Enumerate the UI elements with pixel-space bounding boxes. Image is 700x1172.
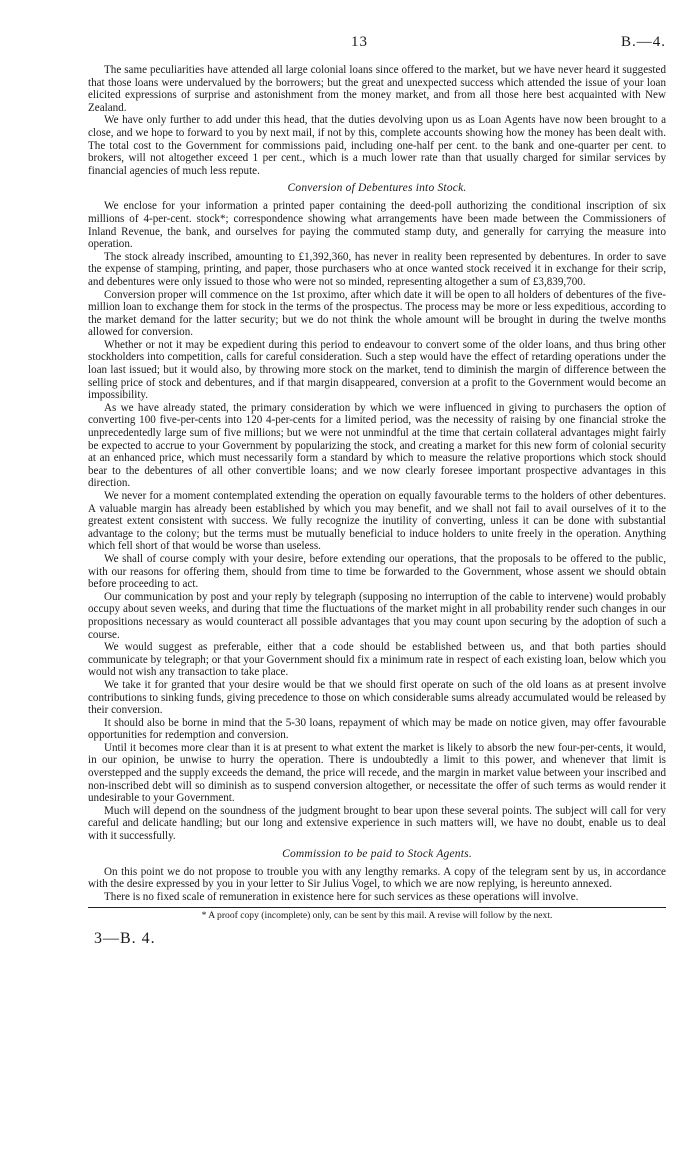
section-heading-commission: Commission to be paid to Stock Agents. xyxy=(282,847,472,860)
paragraph: The stock already inscribed, amounting to £1,392,360, has never in reality been represented by debentures. In order to save the expense of stamping, printing, and paper, those purchasers who at once wanted stock received it in exchange for their scrip, and debentures were only issued to those who were not so minded, representing altogether a sum of £3,839,700. xyxy=(88,250,666,288)
page-header xyxy=(88,34,666,64)
signature-mark: 3—B. 4. xyxy=(94,930,156,948)
page-number: 13 xyxy=(351,34,368,50)
paragraph: We never for a moment contemplated extending the operation on equally favourable terms to the holders of other debentures. A valuable margin has already been established by which you may benefit, and we shall not fail to avail ourselves of it to the greatest extent consistent with success. We fully recognize the inutility of converting, unless it can be done with substantial advantage to the colony; but the terms must be mutually beneficial to induce holders to unite freely in the operation. Anything which fell short of that would be worse than useless. xyxy=(88,490,666,553)
paragraph: We take it for granted that your desire would be that we should first operate on such of the old loans as at present involve contributions to sinking funds, giving precedence to those on which considerable sums already accumulated would be released by their conversion. xyxy=(88,678,666,717)
paragraph: On this point we do not propose to trouble you with any lengthy remarks. A copy of the telegram sent by us, in accordance with the desire expressed by you in your letter to Sir Julius Vogel, to which we are now replying, is hereunto annexed. xyxy=(88,865,666,891)
paragraph: The same peculiarities have attended all large colonial loans since offered to the market, but we have never heard it suggested that those loans were undervalued by the borrowers; but the great and unexpected success which attended the issue of your loan elicited expressions of surprise and astonishment from the money market, and from all those here best acquainted with New Zealand. xyxy=(88,64,666,114)
paragraph: We would suggest as preferable, either that a code should be established between us, and that both parties should communicate by telegraph; or that your Government should fix a minimum rate in respect of each existing loan, below which you would not wish any transaction to take place. xyxy=(88,641,666,679)
paragraph: There is no fixed scale of remuneration in existence here for such services as these operations will involve. xyxy=(104,890,579,903)
paragraph: We shall of course comply with your desire, before extending our operations, that the proposals to be offered to the public, with our reasons for offering them, should from time to time be forwarded to the Government, whose assent we should obtain before proceeding to act. xyxy=(88,552,666,591)
paragraph: Until it becomes more clear than it is at present to what extent the market is likely to absorb the new four-per-cents, it would, in our opinion, be unwise to hurry the operation. There is undoubtedly a limit to this power, and whenever that limit is overstepped and the supply exceeds the demand, the price will recede, and the margin in market value between your inscribed and non-inscribed debt will so diminish as to suspend conversion altogether, or necessitate the offer of such terms as would render it undesirable to your Government. xyxy=(88,741,666,805)
paragraph: It should also be borne in mind that the 5-30 loans, repayment of which may be made on notice given, may offer favourable opportunities for redemption and conversion. xyxy=(88,716,666,742)
paragraph: Conversion proper will commence on the 1st proximo, after which date it will be open to all holders of debentures of the five-million loan to exchange them for stock in the terms of the prospectus. The process may be more or less expeditious, according to the market demand for the latter security; but we do not think the whole amount will be brought in during the twelve months allowed for conversion. xyxy=(88,288,666,339)
body-text xyxy=(88,64,666,903)
document-page xyxy=(88,34,666,948)
section-heading-conversion: Conversion of Debentures into Stock. xyxy=(287,182,467,195)
paragraph: We have only further to add under this head, that the duties devolving upon us as Loan Agents have now been brought to a close, and we hope to forward to you by next mail, if not by this, complete accounts showing how the money has been dealt with. The total cost to the Government for commissions paid, including one-half per cent. to the bank and one-quarter per cent. to brokers, will not altogether exceed 1 per cent., which is a much lower rate than that usually charged for similar services by financial agencies of much less repute. xyxy=(88,114,666,177)
paragraph: Much will depend on the soundness of the judgment brought to bear upon these several points. The subject will call for very careful and delicate handling; but our long and extensive experience in such matters will, we have no doubt, enable us to deal with it successfully. xyxy=(88,804,666,843)
paragraph: We enclose for your information a printed paper containing the deed-poll authorizing the conditional inscription of six millions of 4-per-cent. stock*; correspondence showing what arrangements have been made between the Commissioners of Inland Revenue, the bank, and ourselves for paying the commuted stamp duty, and generally for carrying the measure into operation. xyxy=(88,200,666,251)
paragraph: Whether or not it may be expedient during this period to endeavour to convert some of the older loans, and thus bring other stockholders into competition, calls for careful consideration. Such a step would have the effect of retarding operations under the loan last issued; but it would also, by throwing more stock on the market, tend to diminish the margin of difference between the selling price of stock and debentures, and if that margin disappeared, conversion at a profit to the Government would become an impossibility. xyxy=(88,338,666,402)
footnote: * A proof copy (incomplete) only, can be sent by this mail. A revise will follow by the next. xyxy=(201,910,553,922)
document-reference: B.—4. xyxy=(620,34,666,50)
paragraph: Our communication by post and your reply by telegraph (supposing no interruption of the cable to intervene) would probably occupy about seven weeks, and during that time the fluctuations of the market might in all probability render such changes in our propositions necessary as would counteract all possible advantages that you may count upon securing by the adoption of such a course. xyxy=(88,590,666,641)
paragraph: As we have already stated, the primary consideration by which we were influenced in giving to purchasers the option of converting 100 five-per-cents into 120 4-per-cents for a limited period, was the necessity of raising by one financial stroke the unprecedentedly large sum of five millions; but we were not unmindful at the time that certain collateral advantages might fairly be expected to accrue to your Government by popularizing the stock, and creating a market for this new form of colonial security at an enhanced price, which must necessarily form a standard by which to measure the relative proportions which stock should bear to the debentures of all other convertible loans; and we now clearly foresee important prospective advantages in this direction. xyxy=(88,401,666,490)
footnote-divider xyxy=(88,907,666,908)
